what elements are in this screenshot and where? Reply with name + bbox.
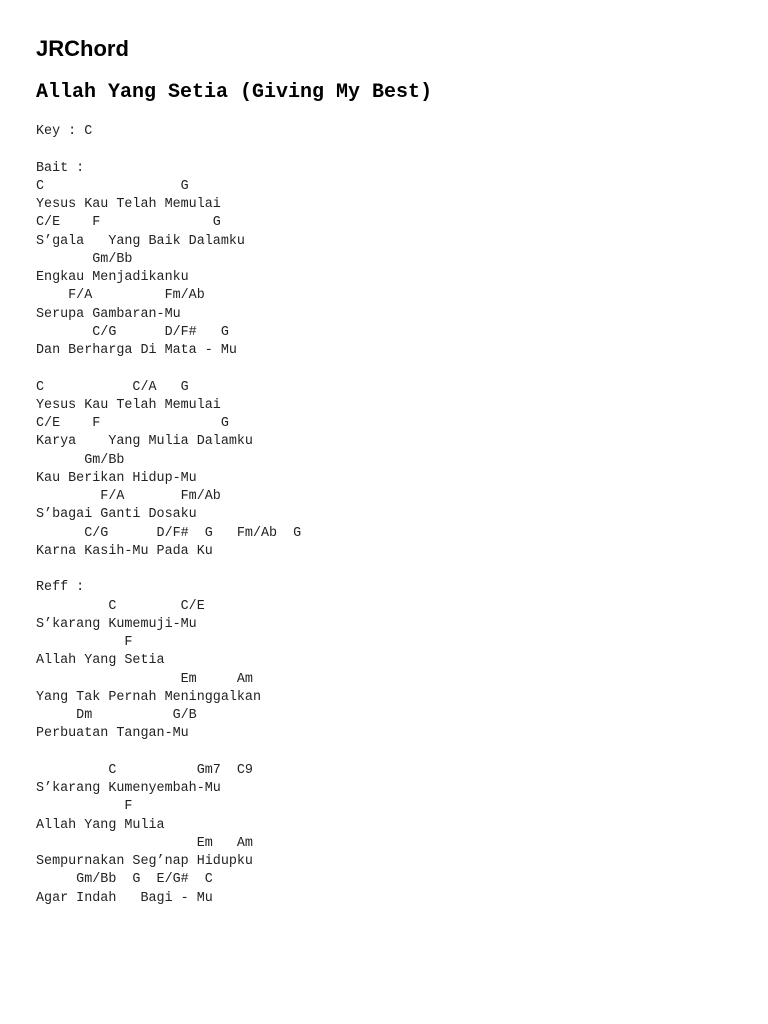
chord-line: Em Am xyxy=(36,835,253,851)
chord-line: C/E F G xyxy=(36,416,229,431)
chord-line: C C/E xyxy=(36,598,205,614)
site-name: JRChord xyxy=(36,36,129,61)
chord-line: C G xyxy=(36,178,189,194)
chord-line: C C/A G xyxy=(36,379,189,395)
lyric-line: Dan Berharga Di Mata - Mu xyxy=(36,343,237,358)
lyric-line: Yesus Kau Telah Memulai xyxy=(36,197,221,212)
lyric-line: S’karang Kumemuji-Mu xyxy=(36,616,197,632)
section-label: Bait : xyxy=(36,160,85,176)
lyric-line: Yang Tak Pernah Meninggalkan xyxy=(36,689,261,705)
section-label: Reff : xyxy=(36,580,85,596)
chord-line: Em Am xyxy=(36,671,253,687)
lyric-line: Sempurnakan Seg’nap Hidupku xyxy=(36,854,253,869)
chord-line: Gm/Bb G E/G# C xyxy=(36,872,213,888)
chord-line: F/A Fm/Ab xyxy=(36,489,221,504)
chord-sheet-body xyxy=(36,123,301,908)
lyric-line: Kau Berikan Hidup-Mu xyxy=(36,470,197,486)
lyric-line: Perbuatan Tangan-Mu xyxy=(36,726,189,742)
chord-line: Dm G/B xyxy=(36,708,197,723)
lyric-line: S’gala Yang Baik Dalamku xyxy=(36,233,245,249)
section-label: Key : C xyxy=(36,124,93,139)
lyric-line: S’bagai Ganti Dosaku xyxy=(36,507,197,523)
lyric-line: Karna Kasih-Mu Pada Ku xyxy=(36,543,213,559)
lyric-line: Agar Indah Bagi - Mu xyxy=(36,890,213,906)
blank-line xyxy=(36,360,301,378)
chord-line: Gm/Bb xyxy=(36,251,133,267)
lyric-line: Allah Yang Setia xyxy=(36,653,165,669)
chord-line: F xyxy=(36,799,133,815)
chord-line: F xyxy=(36,635,133,650)
chord-line: C Gm7 C9 xyxy=(36,762,253,778)
chord-line: Gm/Bb xyxy=(36,452,125,468)
song-title: Allah Yang Setia (Giving My Best) xyxy=(36,81,433,104)
lyric-line: Yesus Kau Telah Memulai xyxy=(36,397,221,413)
blank-line xyxy=(36,744,301,762)
lyric-line: Allah Yang Mulia xyxy=(36,817,165,833)
lyric-line: S’karang Kumenyembah-Mu xyxy=(36,781,221,796)
lyric-line: Karya Yang Mulia Dalamku xyxy=(36,434,253,450)
chord-line: F/A Fm/Ab xyxy=(36,288,205,304)
lyric-line: Serupa Gambaran-Mu xyxy=(36,306,181,322)
lyric-line: Engkau Menjadikanku xyxy=(36,270,189,285)
chord-line: C/G D/F# G Fm/Ab G xyxy=(36,525,302,541)
chord-line: C/G D/F# G xyxy=(36,324,229,340)
blank-line xyxy=(36,141,301,159)
blank-line xyxy=(36,561,301,579)
chord-line: C/E F G xyxy=(36,215,221,231)
